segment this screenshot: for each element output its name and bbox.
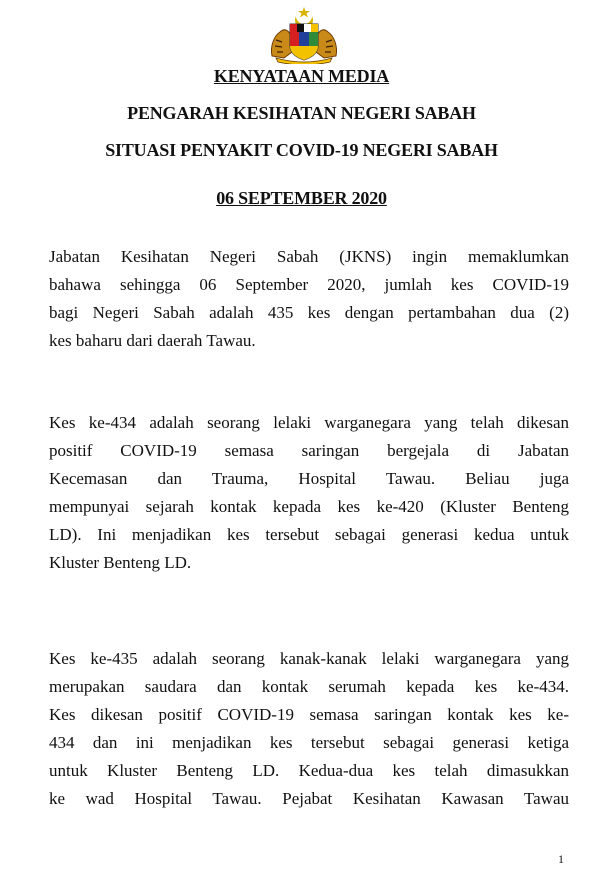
paragraph-line: untuk Kluster Benteng LD. Kedua-dua kes telah dimasukkan [49,761,569,780]
paragraph-summary [49,243,569,355]
paragraph-case-435 [49,645,569,813]
paragraph-line: positif COVID-19 semasa saringan bergejala di Jabatan [49,441,569,460]
paragraph-line: bahawa sehingga 06 September 2020, jumlah kes COVID-19 [49,275,569,294]
paragraph-line: mempunyai sejarah kontak kepada kes ke-420 (Kluster Benteng [49,497,569,516]
paragraph-line: 434 dan ini menjadikan kes tersebut sebagai generasi ketiga [49,733,569,752]
paragraph-line: Kecemasan dan Trauma, Hospital Tawau. Beliau juga [49,469,569,488]
paragraph-line: ke wad Hospital Tawau. Pejabat Kesihatan Kawasan Tawau [49,789,569,808]
coat-of-arms-icon [266,6,342,64]
page-number: 1 [558,852,564,866]
document-date: 06 SEPTEMBER 2020 [216,188,387,208]
document-subtitle: PENGARAH KESIHATAN NEGERI SABAH [127,103,476,123]
paragraph-line: Kes ke-434 adalah seorang lelaki warganegara yang telah dikesan [49,413,569,432]
document-subject: SITUASI PENYAKIT COVID-19 NEGERI SABAH [105,140,498,160]
paragraph-line: Kluster Benteng LD. [49,553,192,572]
paragraph-line: bagi Negeri Sabah adalah 435 kes dengan pertambahan dua (2) [49,303,569,322]
paragraph-line: kes baharu dari daerah Tawau. [49,331,256,350]
paragraph-line: Jabatan Kesihatan Negeri Sabah (JKNS) ingin memaklumkan [49,247,569,266]
paragraph-line: merupakan saudara dan kontak serumah kepada kes ke-434. [49,677,569,696]
document-title: KENYATAAN MEDIA [213,66,390,86]
paragraph-line: Kes dikesan positif COVID-19 semasa saringan kontak kes ke- [49,705,569,724]
paragraph-line: LD). Ini menjadikan kes tersebut sebagai generasi kedua untuk [49,525,569,544]
paragraph-case-434 [49,409,569,577]
paragraph-line: Kes ke-435 adalah seorang kanak-kanak lelaki warganegara yang [49,649,569,668]
